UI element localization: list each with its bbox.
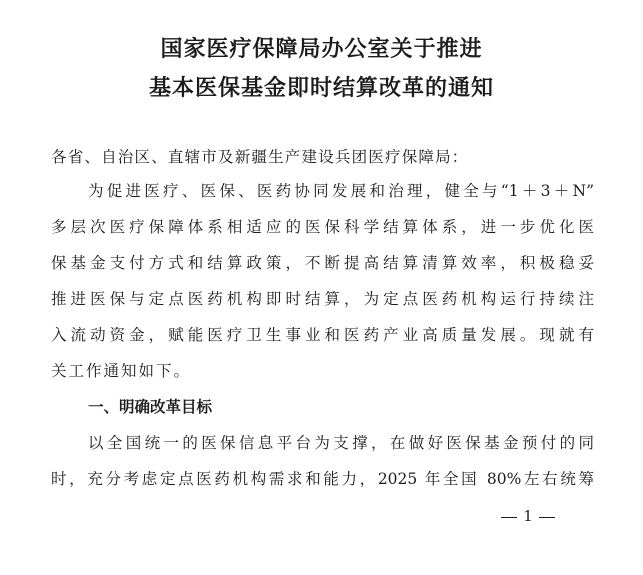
document-title-line-1: 国家医疗保障局办公室关于推进 bbox=[160, 36, 483, 62]
paragraph-2-line-1: 以全国统一的医保信息平台为支撑，在做好医保基金预付的同 bbox=[88, 434, 594, 452]
paragraph-1-line-2: 多层次医疗保障体系相适应的医保科学结算体系，进一步优化医 bbox=[51, 218, 594, 236]
page-number: 1 bbox=[523, 507, 533, 525]
paragraph-1-line-5: 入流动资金，赋能医疗卫生事业和医药产业高质量发展。现就有 bbox=[51, 326, 594, 344]
paragraph-2-line-2: 时，充分考虑定点医药机构需求和能力，2025 年全国 80%左右统筹 bbox=[51, 470, 594, 488]
page-footer bbox=[488, 506, 568, 526]
salutation: 各省、自治区、直辖市及新疆生产建设兵团医疗保障局： bbox=[51, 148, 469, 166]
paragraph-1-line-3: 保基金支付方式和结算政策，不断提高结算清算效率，积极稳妥 bbox=[51, 254, 594, 272]
section-1-heading: 一、明确改革目标 bbox=[88, 398, 213, 416]
page-number-dash-left bbox=[501, 517, 517, 518]
document-title-line-2: 基本医保基金即时结算改革的通知 bbox=[148, 75, 494, 101]
paragraph-1-line-6: 关工作通知如下。 bbox=[51, 362, 192, 380]
page-number-dash-right bbox=[539, 517, 555, 518]
paragraph-1-line-1: 为促进医疗、医保、医药协同发展和治理，健全与“1＋3＋N” bbox=[88, 182, 594, 200]
paragraph-1-line-4: 推进医保与定点医药机构即时结算，为定点医药机构运行持续注 bbox=[51, 290, 594, 308]
